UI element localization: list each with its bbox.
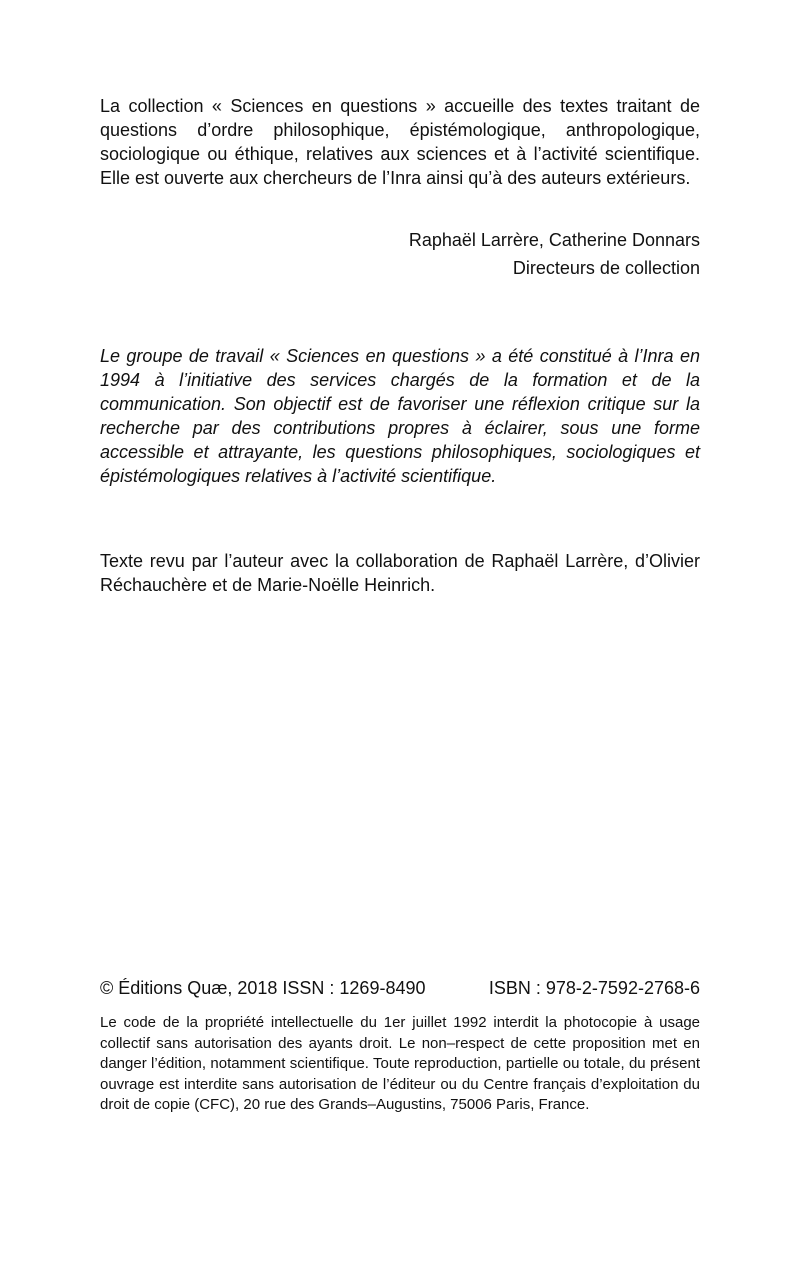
signature-role: Directeurs de collection	[512, 258, 700, 278]
copyright-publisher	[100, 976, 426, 1000]
copyright-isbn: ISBN : 978-2-7592-2768-6	[488, 978, 700, 998]
copyright-issn: ISSN : 1269-8490	[282, 978, 426, 998]
copyright-publisher-text: © Éditions Quæ, 2018	[100, 978, 278, 998]
signature-names: Raphaël Larrère, Catherine Donnars	[408, 230, 700, 250]
group-description: Le groupe de travail « Sciences en questions » a été constitué à l’Inra en 1994 à l’initiative des services chargés de la formation et de la communication. Son objectif est de favoriser une réflexion critique sur la recherche par des contributions propres à éclairer, sous une forme accessible et attrayante, les questions philosophiques, sociologiques et épistémologiques relatives à l’activité scientifique.	[100, 346, 700, 486]
copyright-line	[100, 976, 700, 1000]
collection-description: La collection « Sciences en questions » accueille des textes traitant de questions d’ordre philosophique, épistémologique, anthropologique, sociologique ou éthique, relatives aux sciences et à l’activité scientifique. Elle est ouverte aux chercheurs de l’Inra ainsi qu’à des auteurs extérieurs.	[100, 96, 700, 188]
revision-note: Texte revu par l’auteur avec la collaboration de Raphaël Larrère, d’Olivier Réchauchère et de Marie-Noëlle Heinrich.	[100, 551, 700, 595]
legal-notice: Le code de la propriété intellectuelle du 1er juillet 1992 interdit la photocopie à usage collectif sans autorisation des ayants droit. Le non–respect de cette proposition met en danger l’édition, notamment scientifique. Toute reproduction, partielle ou totale, du présent ouvrage est interdite sans autorisation de l’éditeur ou du Centre français d’exploitation du droit de copie (CFC), 20 rue des Grands–Augustins, 75006 Paris, France.	[100, 1014, 700, 1113]
